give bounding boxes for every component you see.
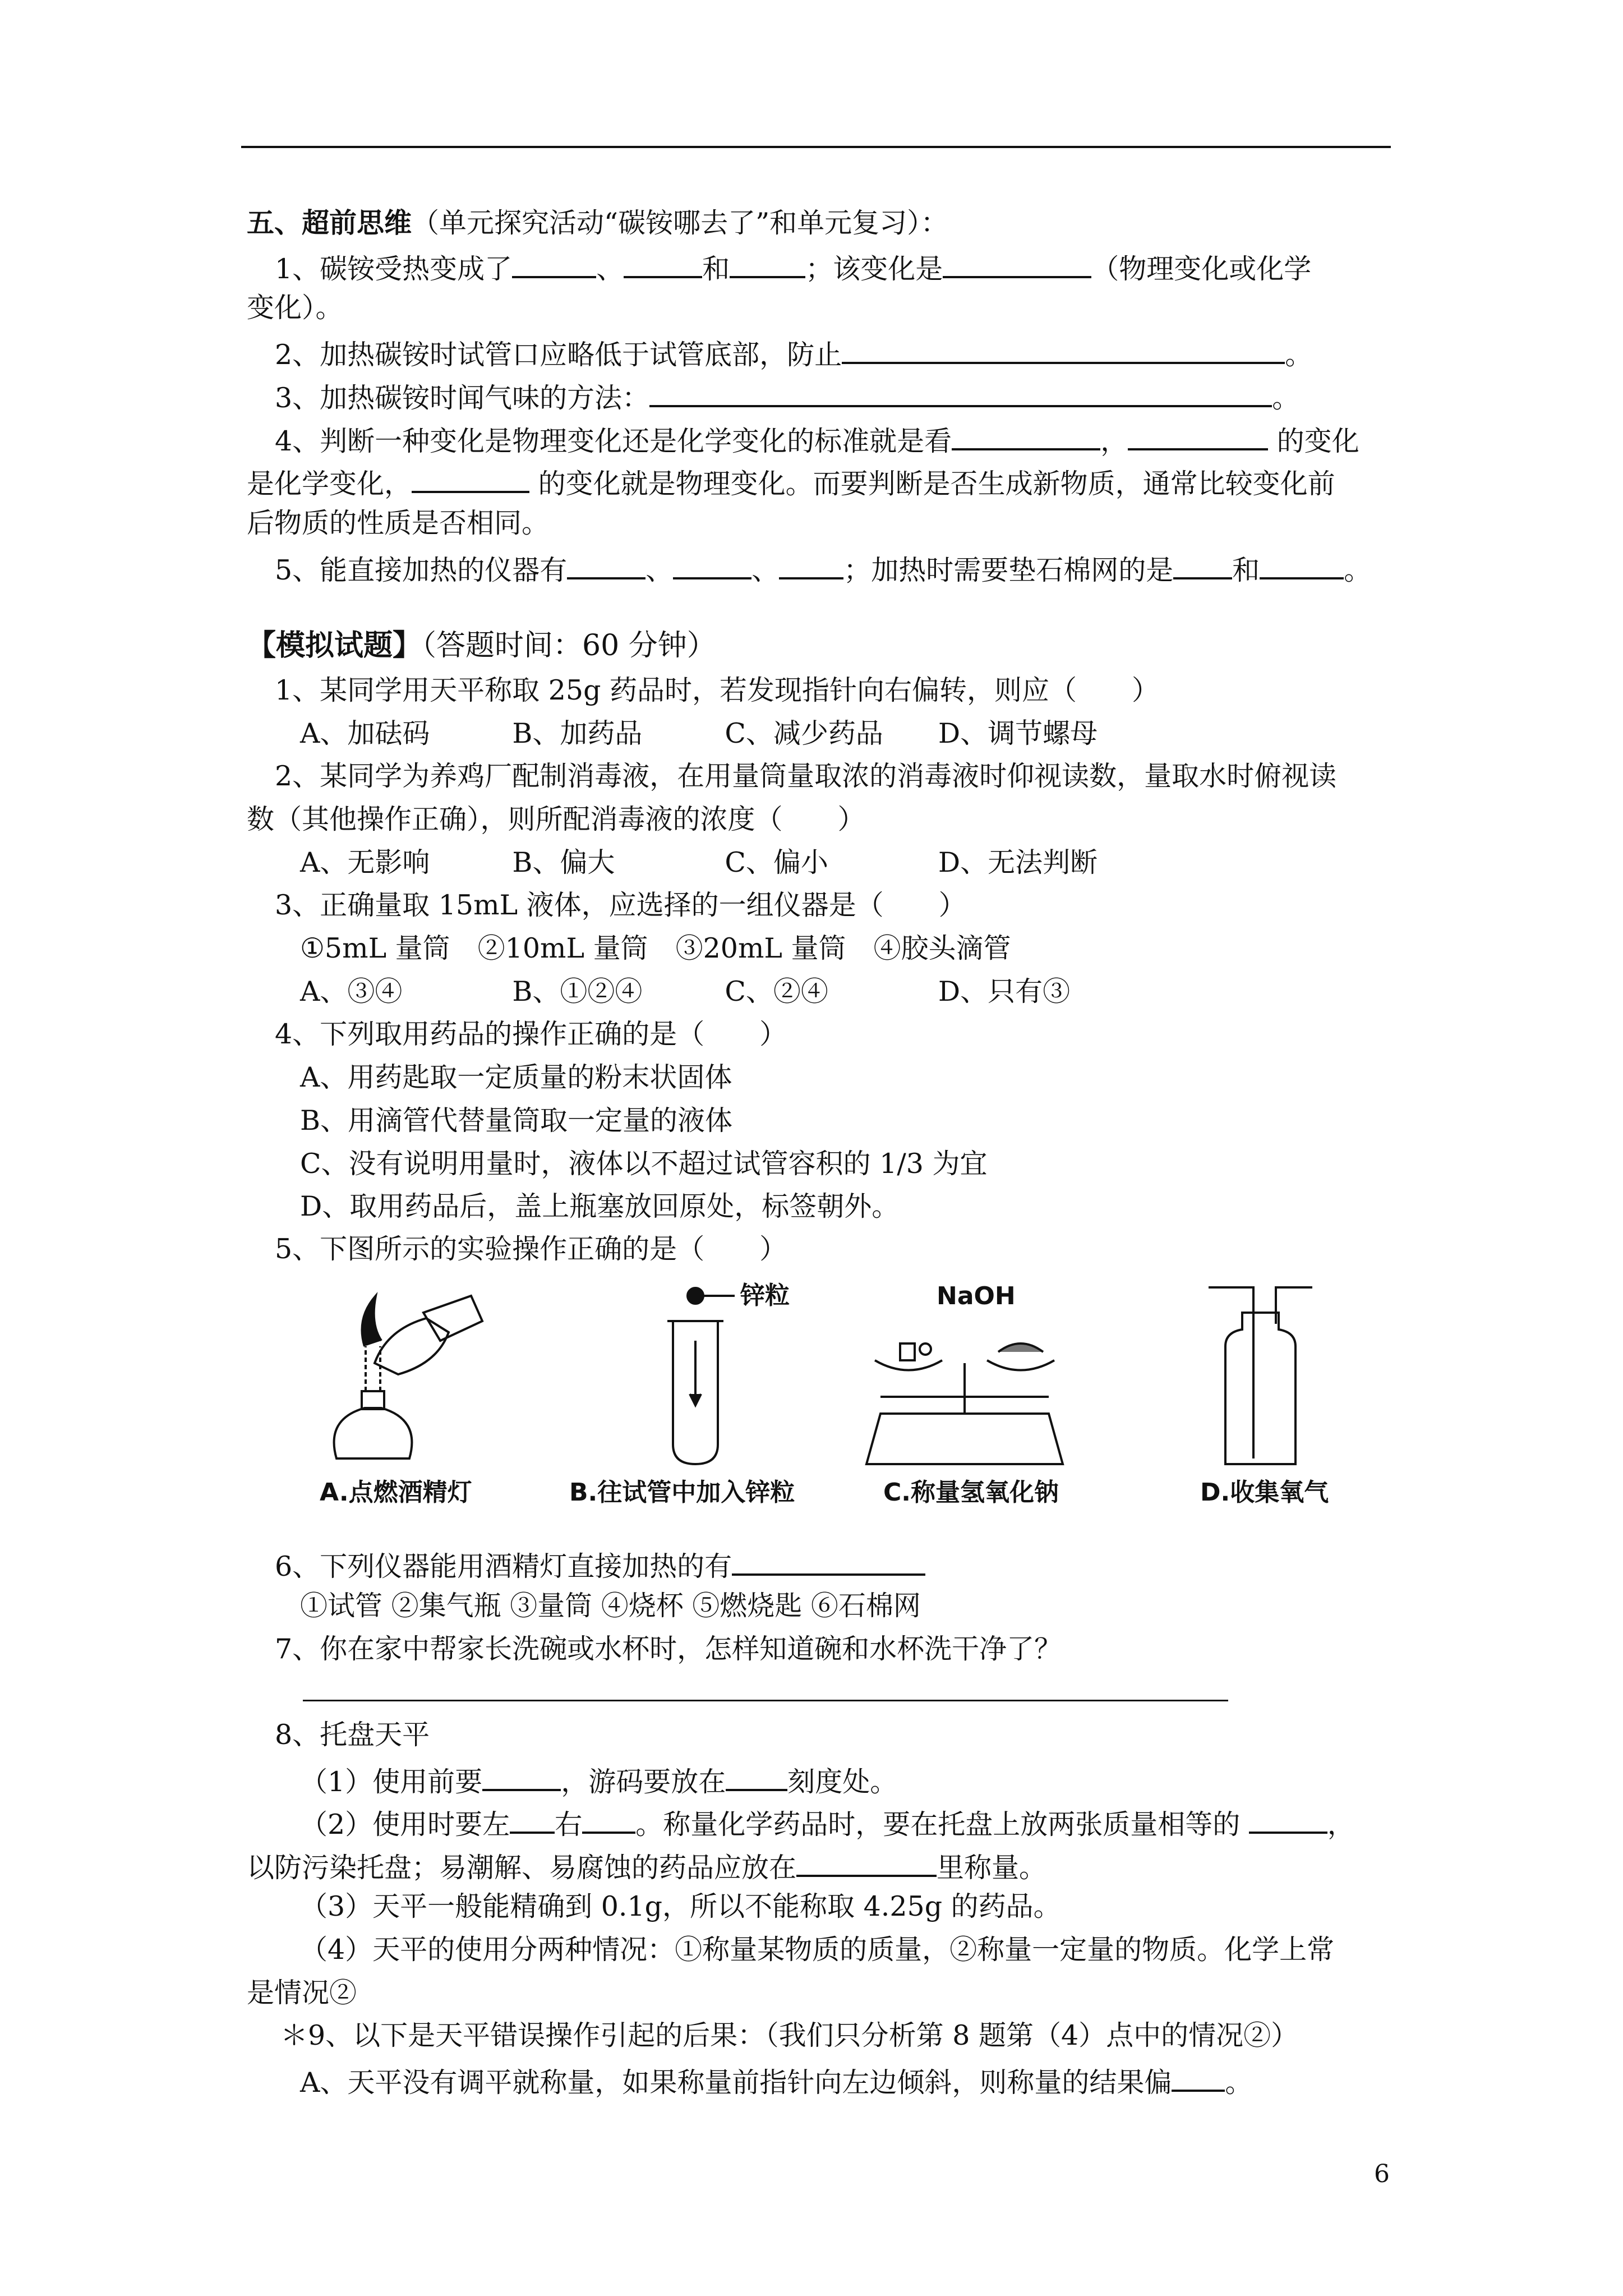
answer-blank [732,1545,925,1576]
mock-q4-option-a: A、用药匙取一定质量的粉末状固体 [300,1061,732,1093]
s5-q1-line1 [275,248,1311,287]
s5-q4-text-b: ， [1100,425,1128,457]
s5-q4-line3: 后物质的性质是否相同。 [247,507,550,539]
section5-heading-note: （单元探究活动“碳铵哪去了”和单元复习）： [412,207,948,239]
mock-q6-text: 6、下列仪器能用酒精灯直接加热的有 [275,1550,732,1582]
mock-q4-option-d: D、取用药品后，盖上瓶塞放回原处，标签朝外。 [300,1190,900,1222]
mock-q8-1-text-a: （1）使用前要 [300,1766,483,1798]
balance-naoh-illustration [866,1343,1063,1464]
s5-q4-line2 [247,463,1335,501]
s5-q5-text-f: 。 [1344,554,1372,586]
mock-q8-2-text-d: ， [1327,1809,1355,1841]
section5-heading-line [247,205,948,241]
test-tube-zinc-illustration [667,1288,735,1464]
s5-q1-line2: 变化）。 [247,292,343,324]
mock-q8-2-text-b: 右 [555,1809,583,1841]
answer-blank [673,549,751,579]
s5-q2-text-b: 。 [1285,339,1313,371]
s5-q4-text-d: 是化学变化， [247,468,412,500]
s5-q4-line1 [275,420,1359,459]
mock-q4-option-c: C、没有说明用量时，液体以不超过试管容积的 1/3 为宜 [300,1148,988,1180]
mock-q8-1 [300,1761,897,1800]
answer-blank [796,1847,937,1877]
answer-blank [779,549,843,579]
answer-blank [582,1803,635,1834]
s5-q5-text-a: 5、能直接加热的仪器有 [275,554,568,586]
s5-q3 [275,377,1299,416]
mock-q9-a [300,2062,1252,2100]
page-number: 6 [1374,2160,1390,2188]
mock-q3-items: ①5mL 量筒 ②10mL 量筒 ③20mL 量筒 ④胶头滴管 [300,932,1011,964]
figure-caption-c: C.称量氢氧化钠 [883,1478,1059,1507]
answer-blank [730,248,805,278]
mock-q8-2-text-a: （2）使用时要左 [300,1809,510,1841]
mock-q8-1-text-b: ，游码要放在 [561,1766,726,1798]
header-rule [241,146,1391,148]
mock-q4: 4、下列取用药品的操作正确的是（ ） [275,1018,787,1050]
s5-q4-text-c: 的变化 [1268,425,1359,457]
answer-blank [624,248,702,278]
answer-line [303,1700,1228,1701]
answer-blank [726,1761,787,1791]
answer-blank [1128,420,1268,450]
answer-blank [649,377,1272,407]
figure-caption-d: D.收集氧气 [1200,1478,1329,1507]
figure-caption-b: B.往试管中加入锌粒 [569,1478,795,1507]
answer-blank [512,248,596,278]
mock-q8-2-text-e: 以防污染托盘；易潮解、易腐蚀的药品应放在 [247,1852,797,1884]
s5-q5 [275,549,1371,588]
zinc-label: 锌粒 [740,1281,790,1310]
s5-q4-text-a: 4、判断一种变化是物理变化还是化学变化的标准就是看 [275,425,952,457]
mock-q8-2-text-c: 。称量化学药品时，要在托盘上放两张质量相等的 [635,1809,1249,1841]
figure-caption-a: A.点燃酒精灯 [320,1478,472,1507]
answer-blank [1260,549,1344,579]
mock-q2-options: A、无影响 B、偏大 C、偏小 D、无法判断 [300,846,1098,878]
mock-q6-items: ①试管 ②集气瓶 ③量筒 ④烧杯 ⑤燃烧匙 ⑥石棉网 [300,1590,921,1622]
s5-q2-text-a: 2、加热碳铵时试管口应略低于试管底部，防止 [275,339,842,371]
mock-q9-a-text: A、天平没有调平就称量，如果称量前指针向左边倾斜，则称量的结果偏 [300,2067,1172,2099]
mock-heading-line [247,628,716,663]
experiment-figure [303,1279,1368,1520]
mock-heading: 【模拟试题】 [247,628,422,662]
answer-blank [567,549,645,579]
mock-q8-4-line2: 是情况② [247,1977,357,2009]
gas-collection-illustration [1209,1287,1312,1464]
s5-q5-text-e: 和 [1232,554,1260,586]
s5-q2 [275,334,1312,372]
s5-q1-text-d: ；该变化是 [805,253,943,285]
mock-time: （答题时间：60 分钟） [422,629,716,662]
mock-q2-line2: 数（其他操作正确），则所配消毒液的浓度（ ） [247,803,865,835]
mock-q9-a-end: 。 [1225,2067,1253,2099]
mock-q1-options: A、加砝码 B、加药品 C、减少药品 D、调节螺母 [300,717,1098,749]
mock-q5: 5、下图所示的实验操作正确的是（ ） [275,1233,787,1265]
s5-q5-text-d: ；加热时需要垫石棉网的是 [843,554,1174,586]
answer-blank [412,463,529,493]
answer-blank [482,1761,561,1791]
mock-q8-2-text-f: 里称量。 [937,1852,1047,1884]
mock-q8-2 [300,1803,1355,1842]
mock-q3: 3、正确量取 15mL 液体，应选择的一组仪器是（ ） [275,889,966,921]
mock-q8-4-line1: （4）天平的使用分两种情况：①称量某物质的质量，②称量一定量的物质。化学上常 [300,1934,1335,1966]
answer-blank [1249,1803,1327,1834]
s5-q5-text-c: 、 [751,554,780,586]
mock-q8-3: （3）天平一般能精确到 0.1g，所以不能称取 4.25g 的药品。 [300,1890,1061,1922]
mock-q6 [275,1545,925,1584]
mock-q9: ＊9、以下是天平错误操作引起的后果：（我们只分析第 8 题第（4）点中的情况②） [280,2019,1299,2051]
answer-blank [510,1803,555,1834]
s5-q1-text-b: 、 [596,253,624,285]
mock-q7: 7、你在家中帮家长洗碗或水杯时，怎样知道碗和水杯洗干净了？ [275,1633,1062,1665]
answer-blank [842,334,1285,364]
lighting-alcohol-lamp-illustration [334,1296,482,1458]
answer-blank [952,420,1100,450]
s5-q4-text-e: 的变化就是物理变化。而要判断是否生成新物质，通常比较变化前 [529,468,1335,500]
s5-q5-text-b: 、 [645,554,674,586]
answer-blank [1173,549,1232,579]
mock-q8-1-text-c: 刻度处。 [787,1766,898,1798]
mock-q4-option-b: B、用滴管代替量筒取一定量的液体 [300,1105,733,1137]
mock-q8: 8、托盘天平 [275,1719,430,1751]
mock-q8-2-line2 [247,1847,1046,1885]
naoh-label: NaOH [937,1282,1016,1310]
s5-q3-text-b: 。 [1272,382,1300,414]
s5-q3-text-a: 3、加热碳铵时闻气味的方法： [275,382,650,414]
s5-q1-text-a: 1、碳铵受热变成了 [275,253,513,285]
answer-blank [943,248,1091,278]
mock-q1: 1、某同学用天平称取 25g 药品时，若发现指针向右偏转，则应（ ） [275,674,1160,706]
section5-heading: 五、超前思维 [247,206,412,239]
answer-blank [1172,2062,1225,2092]
s5-q1-text-c: 和 [702,253,730,285]
mock-q2-line1: 2、某同学为养鸡厂配制消毒液，在用量筒量取浓的消毒液时仰视读数，量取水时俯视读 [275,760,1337,792]
s5-q1-text-e: （物理变化或化学 [1091,253,1312,285]
mock-q3-options: A、③④ B、①②④ C、②④ D、只有③ [300,976,1071,1007]
